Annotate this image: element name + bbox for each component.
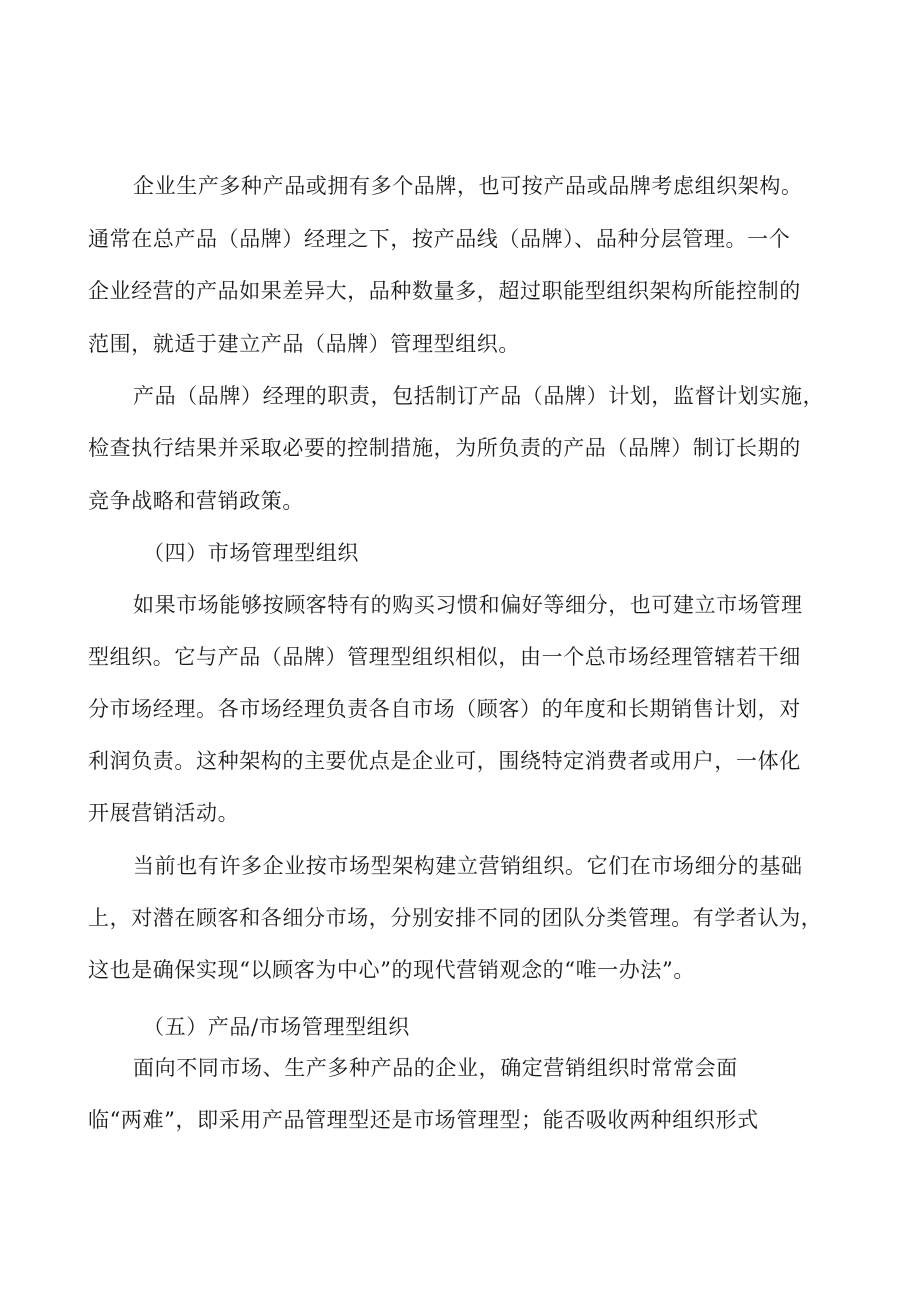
paragraph-3-line-3: 分市场经理。各市场经理负责各自市场（顾客）的年度和长期销售计划，对 bbox=[88, 697, 801, 721]
paragraph-5-line-1: 面向不同市场、生产多种产品的企业，确定营销组织时常常会面 bbox=[133, 1056, 738, 1080]
paragraph-3-line-2: 型组织。它与产品（品牌）管理型组织相似，由一个总市场经理管辖若干细 bbox=[88, 645, 801, 669]
paragraph-3-line-4: 利润负责。这种架构的主要优点是企业可，围绕特定消费者或用户，一体化 bbox=[88, 749, 801, 773]
paragraph-1-line-4: 范围，就适于建立产品（品牌）管理型组织。 bbox=[88, 332, 520, 356]
paragraph-4-line-3: 这也是确保实现“以顾客为中心”的现代营销观念的“唯一办法”。 bbox=[88, 958, 695, 982]
paragraph-3-line-5: 开展营销活动。 bbox=[88, 801, 240, 825]
paragraph-4-line-1: 当前也有许多企业按市场型架构建立营销组织。它们在市场细分的基础 bbox=[133, 854, 803, 878]
paragraph-2-line-3: 竞争战略和营销政策。 bbox=[88, 489, 304, 513]
paragraph-4-line-2: 上，对潜在顾客和各细分市场，分别安排不同的团队分类管理。有学者认为， bbox=[88, 906, 823, 930]
paragraph-5-line-2: 临“两难”，即采用产品管理型还是市场管理型；能否吸收两种组织形式 bbox=[88, 1108, 759, 1132]
paragraph-2-line-1: 产品（品牌）经理的职责，包括制订产品（品牌）计划，监督计划实施， bbox=[133, 384, 825, 408]
paragraph-1-line-1: 企业生产多种产品或拥有多个品牌，也可按产品或品牌考虑组织架构。 bbox=[133, 174, 803, 198]
paragraph-1-line-2: 通常在总产品（品牌）经理之下，按产品线（品牌）、品种分层管理。一个 bbox=[88, 227, 791, 251]
paragraph-3-line-1: 如果市场能够按顾客特有的购买习惯和偏好等细分，也可建立市场管理 bbox=[133, 593, 803, 617]
section-heading-5: （五）产品/市场管理型组织 bbox=[143, 1015, 410, 1039]
paragraph-1-line-3: 企业经营的产品如果差异大，品种数量多，超过职能型组织架构所能控制的 bbox=[88, 279, 801, 303]
paragraph-2-line-2: 检查执行结果并采取必要的控制措施，为所负责的产品（品牌）制订长期的 bbox=[88, 436, 801, 460]
section-heading-4: （四）市场管理型组织 bbox=[143, 541, 359, 565]
